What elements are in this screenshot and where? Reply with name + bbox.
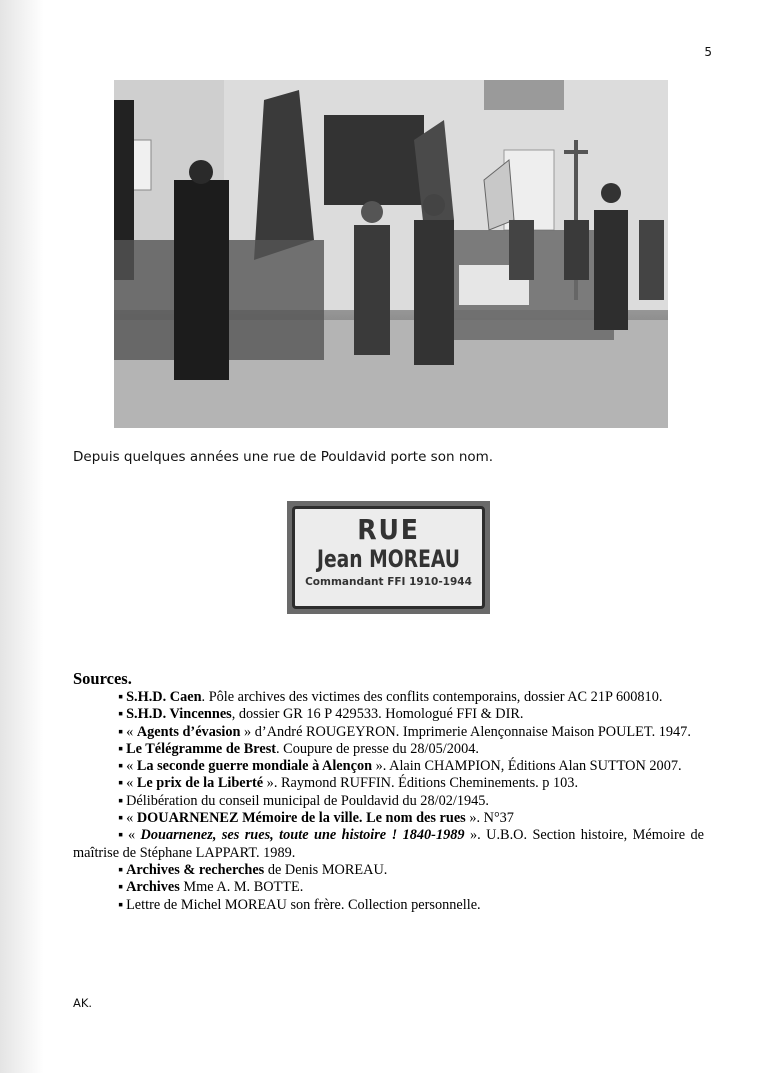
source-title: Le prix de la Liberté [136, 775, 264, 792]
source-title: Douarnenez, ses rues, toute une histoire ! 1840-1989 [140, 827, 465, 844]
bullet-icon: ▪ [118, 723, 124, 740]
sources-list [73, 689, 704, 914]
footer-initials: AK. [73, 996, 93, 1010]
source-item [73, 741, 704, 758]
bullet-icon: ▪ [118, 740, 124, 757]
page-number: 5 [704, 45, 712, 59]
sign-line-name: Jean MOREAU [316, 545, 460, 573]
sign-line-rue: RUE [357, 513, 420, 546]
source-title: S.H.D. Caen [126, 689, 202, 705]
source-title: Le Télégramme de Brest [126, 740, 277, 757]
bullet-icon: ▪ [118, 758, 124, 775]
bullet-icon: ▪ [118, 810, 124, 827]
source-details: , dossier GR 16 P 429533. Homologué FFI & DIR. [231, 706, 524, 723]
source-details: de Denis MOREAU. [264, 861, 388, 878]
page-edge-shadow [0, 0, 44, 1073]
source-details: ». Raymond RUFFIN. Éditions Cheminements. p 103. [263, 775, 579, 792]
bullet-icon: ▪ [118, 896, 124, 913]
source-details: ». Alain CHAMPION, Éditions Alan SUTTON 2007. [372, 758, 682, 775]
source-details: Délibération du conseil municipal de Pouldavid du 28/02/1945. [126, 792, 490, 809]
bullet-icon: ▪ [118, 689, 124, 705]
street-sign-photo [287, 501, 490, 614]
source-quote-open: « [126, 758, 137, 775]
source-item [73, 827, 704, 862]
sources-heading: Sources. [73, 669, 132, 688]
source-title: Agents d’évasion [136, 723, 241, 740]
bullet-icon: ▪ [118, 861, 124, 878]
source-item [73, 724, 704, 741]
source-details: . Pôle archives des victimes des conflits contemporains, dossier AC 21P 600810. [201, 689, 663, 705]
source-details: ». N°37 [465, 810, 514, 827]
photo-illustration [114, 80, 668, 428]
source-details: Mme A. M. BOTTE. [179, 879, 304, 896]
source-item [73, 758, 704, 775]
source-item [73, 793, 704, 810]
source-details: » d’André ROUGEYRON. Imprimerie Alençonnaise Maison POULET. 1947. [240, 723, 691, 740]
memorial-ceremony-photo [114, 80, 668, 428]
source-item [73, 775, 704, 792]
source-title: Archives [126, 879, 180, 896]
bullet-icon: ▪ [118, 706, 124, 723]
source-title: Archives & recherches [126, 861, 265, 878]
source-item [73, 897, 704, 914]
bullet-icon: ▪ [118, 879, 124, 896]
source-title: La seconde guerre mondiale à Alençon [136, 758, 373, 775]
source-item [73, 689, 704, 706]
sign-line-title: Commandant FFI 1910-1944 [305, 576, 472, 588]
source-details: . Coupure de presse du 28/05/2004. [276, 740, 479, 757]
source-quote-open: « [127, 827, 141, 844]
photo-caption: Depuis quelques années une rue de Pouldavid porte son nom. [73, 449, 494, 465]
street-sign-plate [292, 506, 485, 609]
bullet-icon: ▪ [118, 792, 124, 809]
source-quote-open: « [126, 723, 137, 740]
source-quote-open: « [126, 775, 137, 792]
source-item [73, 862, 704, 879]
source-details: Lettre de Michel MOREAU son frère. Collection personnelle. [126, 896, 481, 913]
source-item [73, 879, 704, 896]
source-item [73, 810, 704, 827]
source-quote-open: « [126, 810, 137, 827]
bullet-icon: ▪ [118, 827, 125, 844]
bullet-icon: ▪ [118, 775, 124, 792]
source-details: ». U.B.O. Section histoire, Mémoire de maîtrise de Stéphane LAPPART. 1989. [73, 827, 705, 861]
source-title: S.H.D. Vincennes [126, 706, 232, 723]
source-item [73, 706, 704, 723]
source-title: DOUARNENEZ Mémoire de la ville. Le nom des rues [136, 810, 466, 827]
